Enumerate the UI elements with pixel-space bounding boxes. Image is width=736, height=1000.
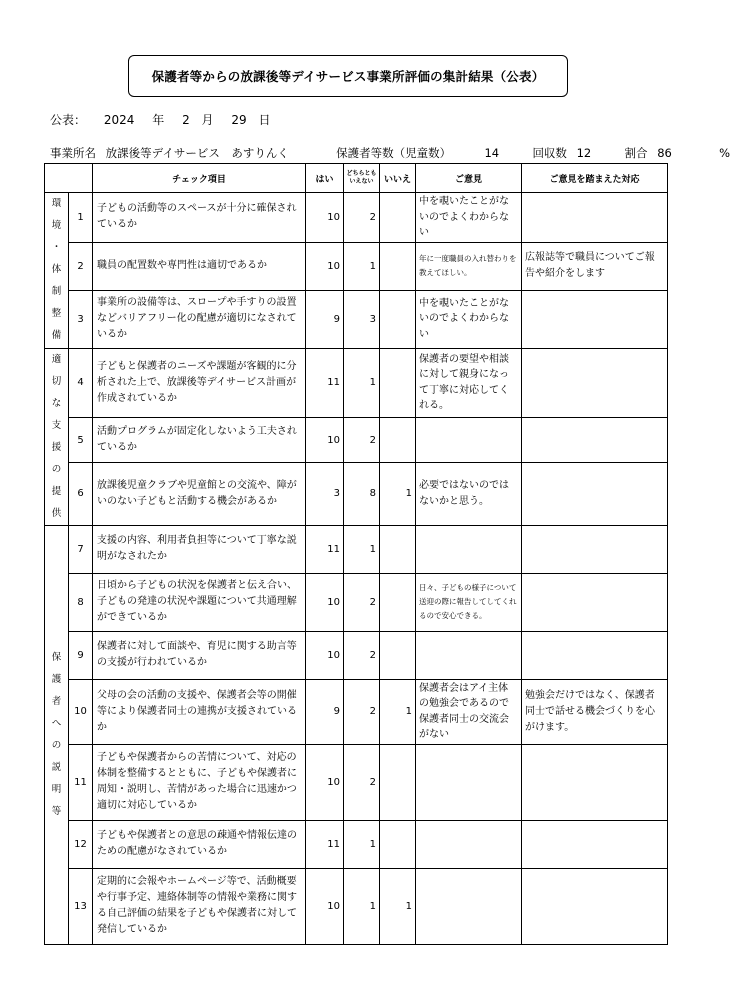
yes-count: 10 bbox=[306, 573, 344, 631]
either-count: 1 bbox=[344, 348, 380, 418]
response bbox=[522, 525, 668, 573]
category-char: な bbox=[51, 397, 62, 409]
no-count bbox=[380, 348, 416, 418]
no-count bbox=[380, 525, 416, 573]
check-item: 日頃から子どもの状況を保護者と伝え合い、子どもの発達の状況や課題について共通理解ができているか bbox=[93, 573, 306, 631]
yes-count: 11 bbox=[306, 820, 344, 868]
publication-month: 2 bbox=[182, 113, 190, 127]
document-title: 保護者等からの放課後等デイサービス事業所評価の集計結果（公表） bbox=[128, 55, 568, 97]
rate-unit: % bbox=[719, 146, 731, 160]
category-label bbox=[45, 525, 69, 944]
publication-label: 公表： bbox=[50, 113, 87, 127]
category-char: 者 bbox=[51, 695, 62, 707]
check-item: 職員の配置数や専門性は適切であるか bbox=[93, 242, 306, 290]
opinion bbox=[416, 631, 522, 679]
guardians-count: 14 bbox=[484, 146, 500, 160]
row-number: 11 bbox=[69, 744, 93, 820]
opinion: 中を覗いたことがないのでよくわからない bbox=[416, 290, 522, 348]
response bbox=[522, 348, 668, 418]
yes-count: 9 bbox=[306, 290, 344, 348]
category-char: の bbox=[51, 739, 62, 751]
no-count: 1 bbox=[380, 463, 416, 525]
category-char: 切 bbox=[51, 375, 62, 387]
table-row bbox=[45, 744, 668, 820]
yes-count: 10 bbox=[306, 744, 344, 820]
category-char: 体 bbox=[51, 264, 62, 276]
row-number: 5 bbox=[69, 418, 93, 463]
yes-count: 10 bbox=[306, 418, 344, 463]
category-label bbox=[45, 193, 69, 349]
table-row bbox=[45, 290, 668, 348]
row-number: 13 bbox=[69, 868, 93, 944]
category-char: ・ bbox=[51, 242, 62, 254]
opinion: 保護者会はアイ主体の勉強会であるので保護者同士の交流会がない bbox=[416, 679, 522, 744]
category-char: 整 bbox=[51, 308, 62, 320]
responses-label: 回収数 bbox=[532, 146, 567, 160]
publication-month-unit: 月 bbox=[201, 113, 214, 127]
response bbox=[522, 820, 668, 868]
response bbox=[522, 290, 668, 348]
category-char: 境 bbox=[51, 220, 62, 232]
either-count: 2 bbox=[344, 679, 380, 744]
row-number: 12 bbox=[69, 820, 93, 868]
yes-count: 3 bbox=[306, 463, 344, 525]
opinion bbox=[416, 820, 522, 868]
check-item: 放課後児童クラブや児童館との交流や、障がいのない子どもと活動する機会があるか bbox=[93, 463, 306, 525]
opinion: 必要ではないのではないかと思う。 bbox=[416, 463, 522, 525]
category-char: 護 bbox=[51, 673, 62, 685]
yes-count: 10 bbox=[306, 242, 344, 290]
header-opinion: ご意見 bbox=[416, 164, 522, 193]
table-row bbox=[45, 679, 668, 744]
office-label: 事業所名 bbox=[50, 146, 96, 160]
table-row bbox=[45, 820, 668, 868]
opinion bbox=[416, 525, 522, 573]
opinion bbox=[416, 744, 522, 820]
table-row bbox=[45, 868, 668, 944]
category-char: 提 bbox=[51, 485, 62, 497]
either-count: 2 bbox=[344, 573, 380, 631]
no-count bbox=[380, 418, 416, 463]
publication-day: 29 bbox=[231, 113, 247, 127]
response bbox=[522, 463, 668, 525]
check-item: 子どもと保護者のニーズや課題が客観的に分析された上で、放課後等デイサービス計画が作成されているか bbox=[93, 348, 306, 418]
header-either: どちらとも いえない bbox=[344, 164, 380, 193]
category-char: 適 bbox=[51, 353, 62, 365]
rate-value: 86 bbox=[657, 146, 672, 160]
opinion bbox=[416, 418, 522, 463]
guardians-label: 保護者等数（児童数） bbox=[336, 146, 452, 160]
yes-count: 11 bbox=[306, 525, 344, 573]
opinion bbox=[416, 868, 522, 944]
evaluation-table bbox=[44, 163, 668, 945]
header-yes: はい bbox=[306, 164, 344, 193]
category-char: 備 bbox=[51, 330, 62, 342]
check-item: 事業所の設備等は、スロープや手すりの設置などバリアフリー化の配慮が適切になされているか bbox=[93, 290, 306, 348]
check-item: 活動プログラムが固定化しないよう工夫されているか bbox=[93, 418, 306, 463]
row-number: 4 bbox=[69, 348, 93, 418]
category-char: 説 bbox=[51, 761, 62, 773]
opinion: 保護者の要望や相談に対して親身になって丁寧に対応してくれる。 bbox=[416, 348, 522, 418]
check-item: 子どもや保護者からの苦情について、対応の体制を整備するとともに、子どもや保護者に周知・説明し、苦情があった場合に迅速かつ適切に対応しているか bbox=[93, 744, 306, 820]
publication-year-unit: 年 bbox=[152, 113, 165, 127]
table-row bbox=[45, 463, 668, 525]
category-char: の bbox=[51, 463, 62, 475]
no-count bbox=[380, 193, 416, 243]
row-number: 8 bbox=[69, 573, 93, 631]
check-item: 支援の内容、利用者負担等について丁寧な説明がなされたか bbox=[93, 525, 306, 573]
check-item: 子どもの活動等のスペースが十分に確保されているか bbox=[93, 193, 306, 243]
check-item: 保護者に対して面談や、育児に関する助言等の支援が行われているか bbox=[93, 631, 306, 679]
category-char: 支 bbox=[51, 419, 62, 431]
response bbox=[522, 744, 668, 820]
no-count bbox=[380, 242, 416, 290]
office-name: 放課後等デイサービス あすりんく bbox=[105, 146, 289, 160]
row-number: 2 bbox=[69, 242, 93, 290]
no-count bbox=[380, 744, 416, 820]
office-info bbox=[50, 145, 736, 161]
category-char: 援 bbox=[51, 441, 62, 453]
response bbox=[522, 868, 668, 944]
no-count bbox=[380, 820, 416, 868]
table-row bbox=[45, 242, 668, 290]
either-count: 2 bbox=[344, 631, 380, 679]
no-count: 1 bbox=[380, 679, 416, 744]
yes-count: 10 bbox=[306, 631, 344, 679]
header-blank bbox=[45, 164, 93, 193]
check-item: 子どもや保護者との意思の疎通や情報伝達のための配慮がなされているか bbox=[93, 820, 306, 868]
check-item: 定期的に会報やホームページ等で、活動概要や行事予定、連絡体制等の情報や業務に関する自己評価の結果を子どもや保護者に対して発信しているか bbox=[93, 868, 306, 944]
opinion: 年に一度職員の入れ替わりを教えてほしい。 bbox=[416, 242, 522, 290]
no-count bbox=[380, 631, 416, 679]
table-row bbox=[45, 525, 668, 573]
header-response: ご意見を踏まえた対応 bbox=[522, 164, 668, 193]
no-count bbox=[380, 290, 416, 348]
header-no: いいえ bbox=[380, 164, 416, 193]
either-count: 8 bbox=[344, 463, 380, 525]
row-number: 6 bbox=[69, 463, 93, 525]
table-row bbox=[45, 348, 668, 418]
category-char: 明 bbox=[51, 783, 62, 795]
category-char: 制 bbox=[51, 286, 62, 298]
either-count: 1 bbox=[344, 242, 380, 290]
response bbox=[522, 631, 668, 679]
either-count: 3 bbox=[344, 290, 380, 348]
table-row bbox=[45, 418, 668, 463]
rate-label: 割合 bbox=[624, 146, 648, 160]
response bbox=[522, 418, 668, 463]
row-number: 1 bbox=[69, 193, 93, 243]
yes-count: 10 bbox=[306, 868, 344, 944]
row-number: 9 bbox=[69, 631, 93, 679]
either-count: 2 bbox=[344, 744, 380, 820]
category-char: 供 bbox=[51, 507, 62, 519]
yes-count: 10 bbox=[306, 193, 344, 243]
opinion: 日々、子どもの様子について送迎の際に報告してしてくれるので安心できる。 bbox=[416, 573, 522, 631]
yes-count: 11 bbox=[306, 348, 344, 418]
response: 勉強会だけではなく、保護者同士で話せる機会づくりを心がけます。 bbox=[522, 679, 668, 744]
table-row bbox=[45, 573, 668, 631]
row-number: 10 bbox=[69, 679, 93, 744]
responses-count: 12 bbox=[576, 146, 592, 160]
header-item: チェック項目 bbox=[93, 164, 306, 193]
yes-count: 9 bbox=[306, 679, 344, 744]
table-row bbox=[45, 631, 668, 679]
table-header-row bbox=[45, 164, 668, 193]
table-row bbox=[45, 193, 668, 243]
publication-date bbox=[50, 111, 285, 128]
row-number: 7 bbox=[69, 525, 93, 573]
either-count: 2 bbox=[344, 193, 380, 243]
category-label bbox=[45, 348, 69, 525]
category-char: 環 bbox=[51, 198, 62, 210]
response: 広報誌等で職員についてご報告や紹介をします bbox=[522, 242, 668, 290]
check-item: 父母の会の活動の支援や、保護者会等の開催等により保護者同士の連携が支援されているか bbox=[93, 679, 306, 744]
publication-day-unit: 日 bbox=[258, 113, 271, 127]
opinion: 中を覗いたことがないのでよくわからない bbox=[416, 193, 522, 243]
no-count: 1 bbox=[380, 868, 416, 944]
no-count bbox=[380, 573, 416, 631]
either-count: 1 bbox=[344, 820, 380, 868]
category-char: 等 bbox=[51, 805, 62, 817]
either-count: 1 bbox=[344, 525, 380, 573]
category-char: 保 bbox=[51, 651, 62, 663]
row-number: 3 bbox=[69, 290, 93, 348]
category-char: へ bbox=[51, 717, 62, 729]
publication-year: 2024 bbox=[103, 113, 135, 127]
response bbox=[522, 193, 668, 243]
either-count: 1 bbox=[344, 868, 380, 944]
response bbox=[522, 573, 668, 631]
either-count: 2 bbox=[344, 418, 380, 463]
